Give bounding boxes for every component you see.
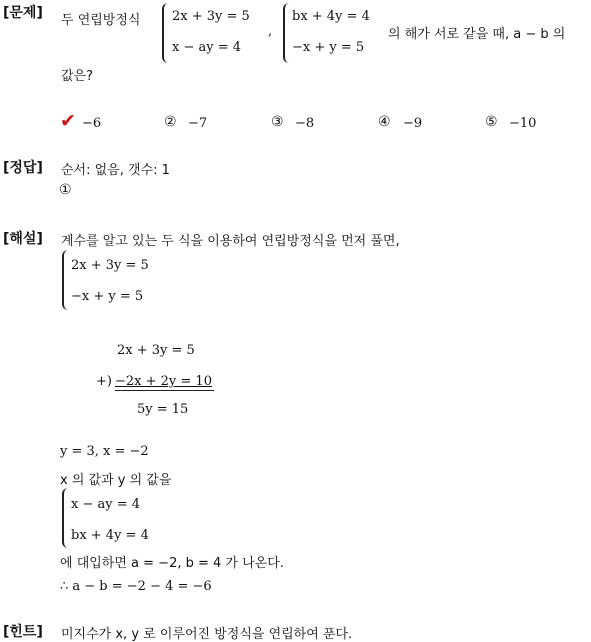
problem-intro: 두 연립방정식 [61,13,141,28]
system-brace [162,3,172,63]
hint-text: 미지수가 x, y 로 이루어진 방정식을 연립하여 푼다. [61,627,353,642]
result-line: 에 대입하면 a = −2, b = 4 가 나온다. [60,556,284,571]
choice-1-value: −6 [82,116,102,131]
calc-result: 5y = 15 [137,402,189,417]
sys1-eq2: x − ay = 4 [172,40,242,55]
answer-line1: 순서: 없음, 갯수: 1 [61,163,170,178]
exp-sys-eq2: −x + y = 5 [71,289,144,304]
choice-5-value: −10 [509,116,537,131]
calc-mid: −2x + 2y = 10 [115,374,212,389]
sys2-eq2: −x + y = 5 [292,40,365,55]
choice-2-value: −7 [188,116,208,131]
answer-label: [정답] [3,160,43,176]
sys2-eq1: bx + 4y = 4 [292,9,370,24]
explanation-line1: 계수를 알고 있는 두 식을 이용하여 연립방정식을 먼저 풀면, [61,234,400,249]
choice-5-mark: ⑤ [485,114,498,130]
exp-sys-eq1: 2x + 3y = 5 [71,258,149,273]
choice-4-value: −9 [403,116,423,131]
problem-line2: 값은? [61,69,94,84]
calc-top: 2x + 3y = 5 [117,343,195,358]
exp-sys2-eq1: x − ay = 4 [71,497,141,512]
choice-2-mark: ② [164,114,177,130]
explanation-label: [해설] [3,231,43,247]
exp-sys2-eq2: bx + 4y = 4 [71,528,149,543]
final-line: ∴ a − b = −2 − 4 = −6 [60,579,212,594]
check-icon: ✔ [60,110,76,132]
choice-3-value: −8 [295,116,315,131]
substitute-line: x 의 값과 y 의 값을 [60,473,172,488]
solution: y = 3, x = −2 [60,444,149,459]
choice-4-mark: ④ [378,114,391,130]
calc-op: +) [96,374,112,389]
calc-rule [115,390,214,391]
sys1-eq1: 2x + 3y = 5 [172,9,250,24]
comma: , [268,24,273,39]
choice-3-mark: ③ [271,114,284,130]
answer-line2: ① [59,182,72,198]
problem-label: [문제] [3,5,43,21]
problem-tail: 의 해가 서로 같을 때, a − b 의 [388,27,566,42]
hint-label: [힌트] [3,624,43,640]
